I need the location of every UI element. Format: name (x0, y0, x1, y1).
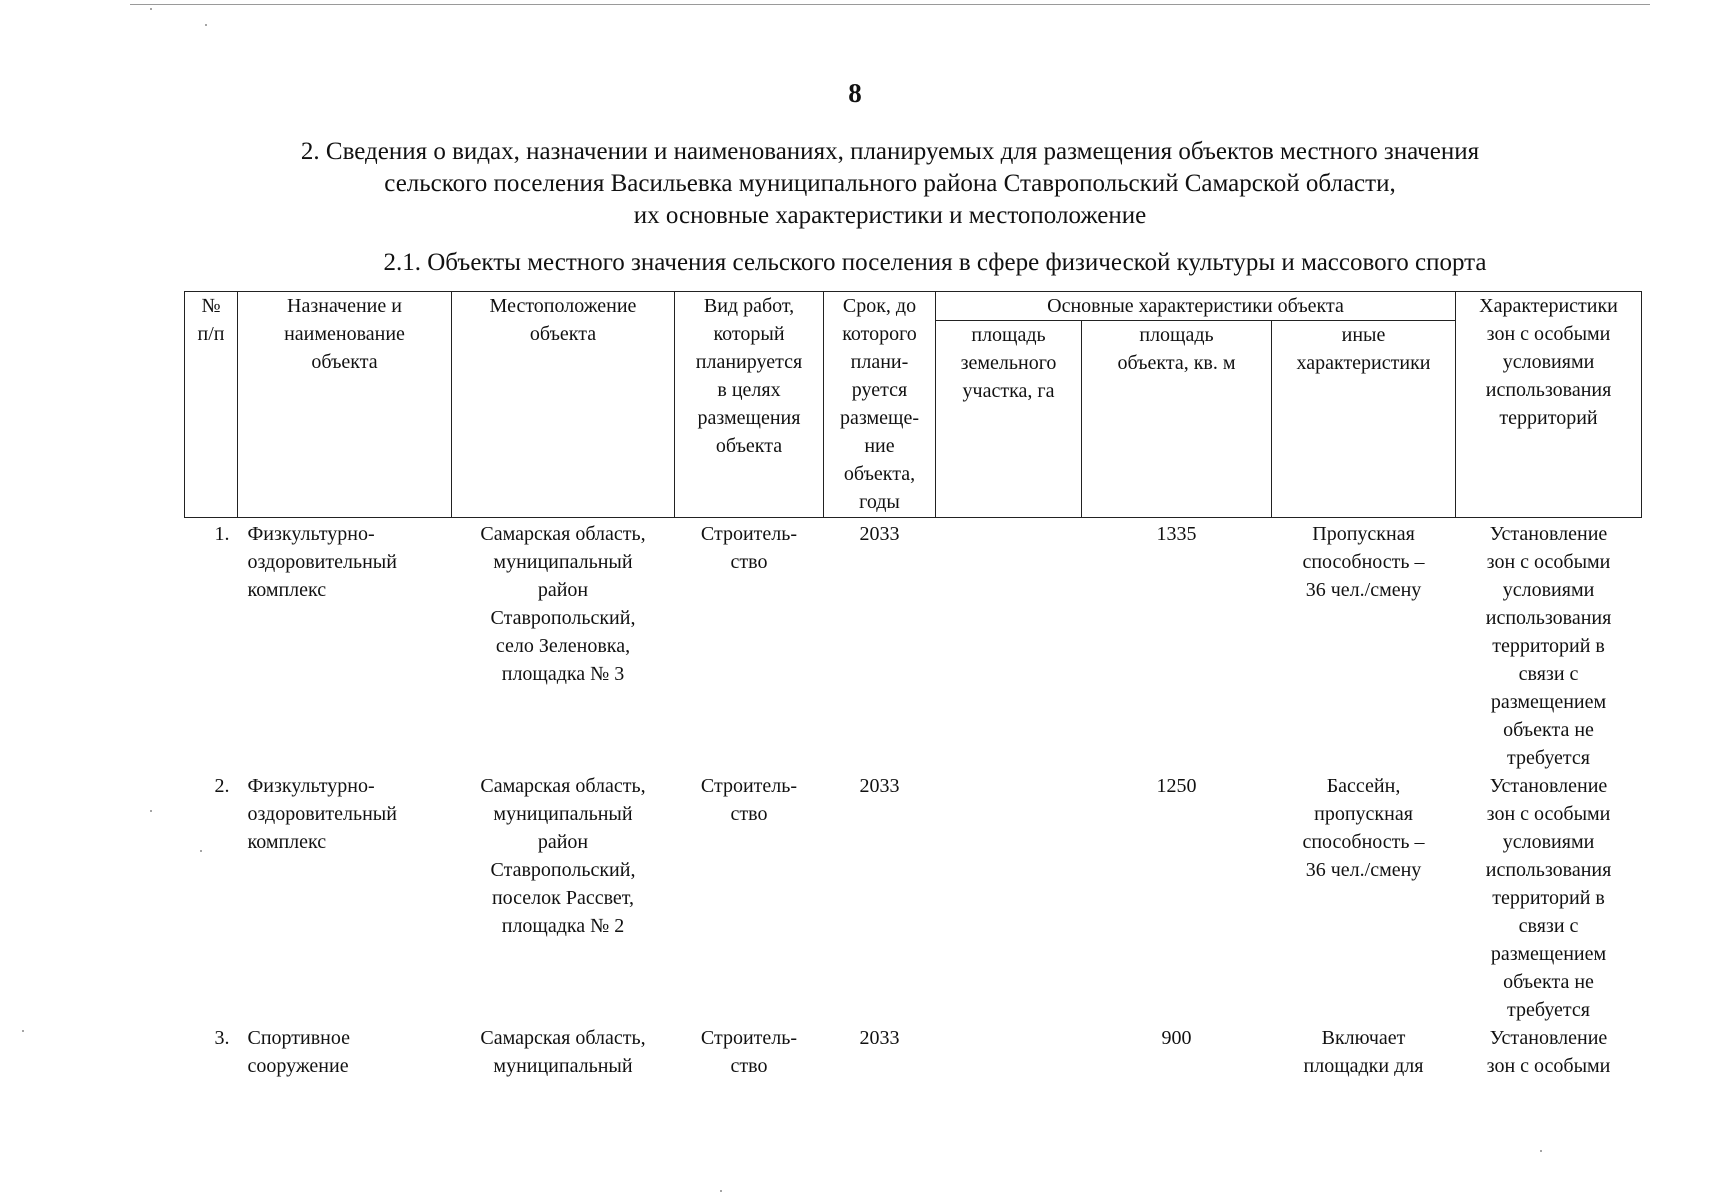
cell-land-area (936, 772, 1082, 1024)
cell-line: объекта (715, 435, 783, 457)
cell-line: район (537, 579, 589, 601)
cell-line: руется (851, 379, 908, 401)
cell-line: связи с (1518, 915, 1579, 937)
cell-line: территорий (1499, 407, 1598, 429)
cell-line: Местоположение (489, 295, 637, 317)
cell-line: объекта (529, 323, 597, 345)
cell-line: объекта, (843, 463, 916, 485)
cell-line: площадка № 2 (501, 915, 625, 937)
header-deadline (824, 292, 936, 518)
cell-line: связи с (1518, 663, 1579, 685)
cell-name (238, 518, 452, 773)
cell-line: поселок Рассвет, (491, 887, 635, 909)
scan-speck (150, 810, 152, 812)
cell-line: ние (864, 435, 895, 457)
cell-line: муниципальный (493, 1055, 633, 1077)
cell-line: Строитель- (700, 1027, 798, 1049)
cell-line: использования (1485, 607, 1612, 629)
cell-line: объекта, кв. м (1117, 352, 1236, 374)
cell-other (1272, 772, 1456, 1024)
cell-line: район (537, 831, 589, 853)
cell-line: зон с особыми (1486, 551, 1611, 573)
scan-speck (150, 8, 152, 10)
cell-line: размещением (1490, 943, 1607, 965)
cell-line: который (713, 323, 785, 345)
cell-line: Физкультурно- (247, 775, 375, 797)
table-row (185, 772, 1642, 1024)
header-num (185, 292, 238, 518)
cell-num: 2. (214, 775, 230, 797)
cell-line: характеристики (1296, 352, 1431, 374)
cell-line: ство (730, 803, 768, 825)
cell-line: Ставропольский, (490, 859, 636, 881)
cell-zones (1456, 772, 1642, 1024)
cell-line: муниципальный (493, 803, 633, 825)
cell-line: Установление (1489, 1027, 1608, 1049)
cell-line: способность – (1302, 551, 1425, 573)
cell-line: способность – (1302, 831, 1425, 853)
cell-line: территорий в (1492, 887, 1605, 909)
cell-line: зон с особыми (1486, 323, 1611, 345)
cell-name (238, 772, 452, 1024)
cell-line: Самарская область, (480, 1027, 646, 1049)
page-number: 8 (848, 78, 862, 108)
table-row (185, 518, 1642, 773)
cell-name (238, 1024, 452, 1094)
cell-line: планируется (695, 351, 803, 373)
cell-object-area: 1335 (1156, 523, 1197, 545)
cell-line: годы (859, 491, 900, 513)
cell-location (452, 772, 675, 1024)
scan-speck (200, 850, 202, 852)
cell-line: плани- (850, 351, 909, 373)
cell-line: размещением (1490, 691, 1607, 713)
header-object-area (1082, 321, 1272, 518)
cell-object-area: 900 (1161, 1027, 1192, 1049)
cell-line: Включает (1321, 1027, 1406, 1049)
heading-line: 2. Сведения о видах, назначении и наименованиях, планируемых для размещения объектов местного значения (300, 138, 1480, 165)
heading-line: сельского поселения Васильевка муниципального района Ставропольский Самарской области, (384, 170, 1396, 197)
cell-line: Срок, до (842, 295, 917, 317)
cell-line: пропускная (1314, 803, 1413, 825)
cell-line: ство (730, 551, 768, 573)
cell-location (452, 1024, 675, 1094)
cell-line: площадка № 3 (501, 663, 625, 685)
cell-line: иные (1341, 324, 1386, 346)
cell-deadline: 2033 (859, 523, 900, 545)
cell-line: земельного (960, 352, 1057, 374)
cell-line: площадь (1139, 324, 1214, 346)
cell-line: площадки для (1303, 1055, 1424, 1077)
header-land-area (936, 321, 1082, 518)
cell-line: площадь (971, 324, 1046, 346)
cell-line: Спортивное (247, 1027, 350, 1049)
header-location (452, 292, 675, 518)
cell-line: размещения (697, 407, 801, 429)
cell-line: территорий в (1492, 635, 1605, 657)
cell-line: зон с особыми (1486, 803, 1611, 825)
heading-line: их основные характеристики и местоположение (633, 202, 1147, 229)
cell-other (1272, 1024, 1456, 1094)
cell-line: 36 чел./смену (1305, 859, 1422, 881)
cell-deadline: 2033 (859, 1027, 900, 1049)
cell-line: условиями (1502, 579, 1595, 601)
cell-work-type (675, 518, 824, 773)
cell-work-type (675, 772, 824, 1024)
cell-line: требуется (1507, 747, 1590, 769)
cell-line: использования (1485, 859, 1612, 881)
cell-line: оздоровительный (247, 551, 397, 573)
cell-num: 3. (214, 1027, 230, 1049)
cell-line: Самарская область, (480, 775, 646, 797)
cell-work-type (675, 1024, 824, 1094)
cell-line: Самарская область, (480, 523, 646, 545)
cell-line: Бассейн, (1326, 775, 1401, 797)
cell-deadline: 2033 (859, 775, 900, 797)
cell-line: ство (730, 1055, 768, 1077)
header-work-type (675, 292, 824, 518)
cell-line: которого (842, 323, 917, 345)
header-name (238, 292, 452, 518)
cell-line: зон с особыми (1486, 1055, 1611, 1077)
scan-speck (22, 1030, 24, 1032)
table-row (185, 1024, 1642, 1094)
cell-line: комплекс (247, 579, 327, 601)
cell-line: в целях (717, 379, 781, 401)
objects-table (184, 291, 1642, 1094)
cell-line: Установление (1489, 523, 1608, 545)
scan-speck (1540, 1150, 1542, 1152)
cell-line: требуется (1507, 999, 1590, 1021)
cell-line: условиями (1502, 831, 1595, 853)
scan-speck (205, 24, 207, 26)
cell-line: муниципальный (493, 551, 633, 573)
scan-speck (720, 1190, 722, 1192)
cell-land-area (936, 1024, 1082, 1094)
cell-line: объекта (311, 351, 378, 373)
cell-line: Ставропольский, (490, 607, 636, 629)
cell-line: наименование (284, 323, 405, 345)
cell-num: 1. (214, 523, 230, 545)
cell-location (452, 518, 675, 773)
cell-line: объекта не (1503, 719, 1594, 741)
cell-line: использования (1485, 379, 1612, 401)
cell-line: Физкультурно- (247, 523, 375, 545)
document-heading (200, 136, 1510, 232)
cell-line: село Зеленовка, (495, 635, 631, 657)
cell-line: условиями (1502, 351, 1595, 373)
header-main-characteristics: Основные характеристики объекта (936, 292, 1456, 321)
cell-line: объекта не (1503, 971, 1594, 993)
header-zones (1456, 292, 1642, 518)
cell-line: Строитель- (700, 523, 798, 545)
header-other (1272, 321, 1456, 518)
cell-object-area: 1250 (1156, 775, 1197, 797)
cell-line: п/п (197, 323, 225, 345)
cell-zones (1456, 1024, 1642, 1094)
page-top-rule (130, 4, 1650, 5)
cell-line: Строитель- (700, 775, 798, 797)
cell-line: размеще- (840, 407, 919, 429)
cell-zones (1456, 518, 1642, 773)
cell-line: Вид работ, (703, 295, 795, 317)
cell-line: 36 чел./смену (1305, 579, 1422, 601)
cell-line: Назначение и (287, 295, 402, 317)
cell-line: сооружение (247, 1055, 349, 1077)
cell-line: участка, га (962, 380, 1055, 402)
cell-other (1272, 518, 1456, 773)
cell-line: оздоровительный (247, 803, 397, 825)
cell-line: комплекс (247, 831, 327, 853)
cell-line: Характеристики (1479, 295, 1618, 317)
cell-line: Пропускная (1312, 523, 1415, 545)
cell-line: Установление (1489, 775, 1608, 797)
section-subheading: 2.1. Объекты местного значения сельского поселения в сфере физической культуры и массового спорта (383, 249, 1487, 276)
cell-land-area (936, 518, 1082, 773)
cell-line: № (201, 295, 221, 317)
